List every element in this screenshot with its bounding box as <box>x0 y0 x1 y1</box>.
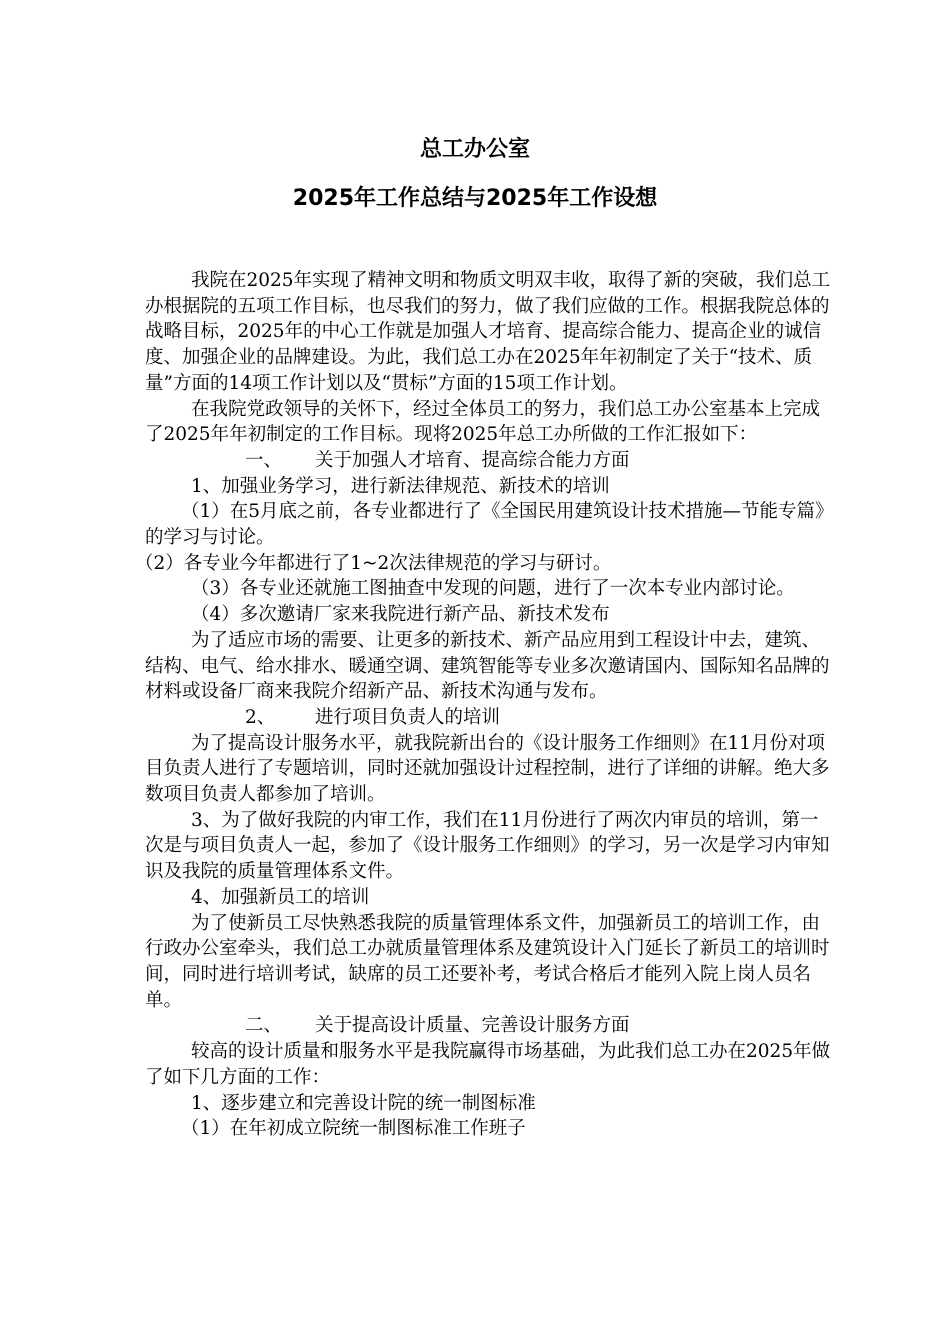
paragraph: 为了使新员工尽快熟悉我院的质量管理体系文件，加强新员工的培训工作，由行政办公室牵头，我们总工办就质量管理体系及建筑设计入门延长了新员工的培训时间，同时进行培训考试，缺席的员工还要补考，考试合格后才能列入院上岗人员名单。 <box>145 912 830 1011</box>
list-item: （3）各专业还就施工图抽查中发现的问题，进行了一次本专业内部讨论。 <box>191 578 795 600</box>
section-heading-text: 关于提高设计质量、完善设计服务方面 <box>315 1015 630 1037</box>
section-heading <box>145 705 835 731</box>
subheading: 4、加强新员工的培训 <box>191 886 370 908</box>
section-heading <box>145 1013 835 1039</box>
document-subtitle: 2025年工作总结与2025年工作设想 <box>292 186 658 211</box>
subheading: 1、逐步建立和完善设计院的统一制图标准 <box>191 1092 536 1114</box>
list-item: （4）多次邀请厂家来我院进行新产品、新技术发布 <box>191 604 610 626</box>
section-heading-text: 关于加强人才培育、提高综合能力方面 <box>315 449 630 471</box>
section-heading-text: 进行项目负责人的培训 <box>315 706 501 728</box>
paragraph: 在我院党政领导的关怀下，经过全体员工的努力，我们总工办公室基本上完成了2025年年初制定的工作目标。现将2025年总工办所做的工作汇报如下： <box>145 398 821 446</box>
list-item: （1）在年初成立院统一制图标准工作班子 <box>181 1118 526 1140</box>
section-heading <box>145 448 835 474</box>
section-heading-number: 2、 <box>245 706 276 728</box>
document-body <box>135 268 835 1142</box>
subheading: 1、加强业务学习，进行新法律规范、新技术的培训 <box>191 475 610 497</box>
section-heading-number: 二、 <box>245 1015 283 1037</box>
paragraph: 3、为了做好我院的内审工作，我们在11月份进行了两次内审员的培训，第一次是与项目负责人一起，参加了《设计服务工作细则》的学习，另一次是学习内审知识及我院的质量管理体系文件。 <box>145 809 830 883</box>
paragraph: 较高的设计质量和服务水平是我院赢得市场基础，为此我们总工办在2025年做了如下几方面的工作： <box>145 1041 831 1088</box>
paragraph: 为了提高设计服务水平，就我院新出台的《设计服务工作细则》在11月份对项目负责人进行了专题培训，同时还就加强设计过程控制，进行了详细的讲解。绝大多数项目负责人都参加了培训。 <box>145 732 830 806</box>
list-item: （2）各专业今年都进行了1~2次法律规范的学习与研讨。 <box>135 552 612 574</box>
list-item: （1）在5月底之前，各专业都进行了《全国民用建筑设计技术措施—节能专篇》的学习与讨论。 <box>145 501 834 549</box>
paragraph: 我院在2025年实现了精神文明和物质文明双丰收，取得了新的突破，我们总工办根据院的五项工作目标，也尽我们的努力，做了我们应做的工作。根据我院总体的战略目标，2025年的中心工作就是加强人才培育、提高综合能力、提高企业的诚信度、加强企业的品牌建设。为此，我们总工办在2025年年初制定了关于“技术、质量”方面的14项工作计划以及“贯标”方面的15项工作计划。 <box>145 270 831 394</box>
document-title: 总工办公室 <box>419 137 530 162</box>
section-heading-number: 一、 <box>245 449 283 471</box>
paragraph: 为了适应市场的需要、让更多的新技术、新产品应用到工程设计中去，建筑、结构、电气、给水排水、暖通空调、建筑智能等专业多次邀请国内、国际知名品牌的材料或设备厂商来我院介绍新产品、新技术沟通与发布。 <box>145 629 830 703</box>
